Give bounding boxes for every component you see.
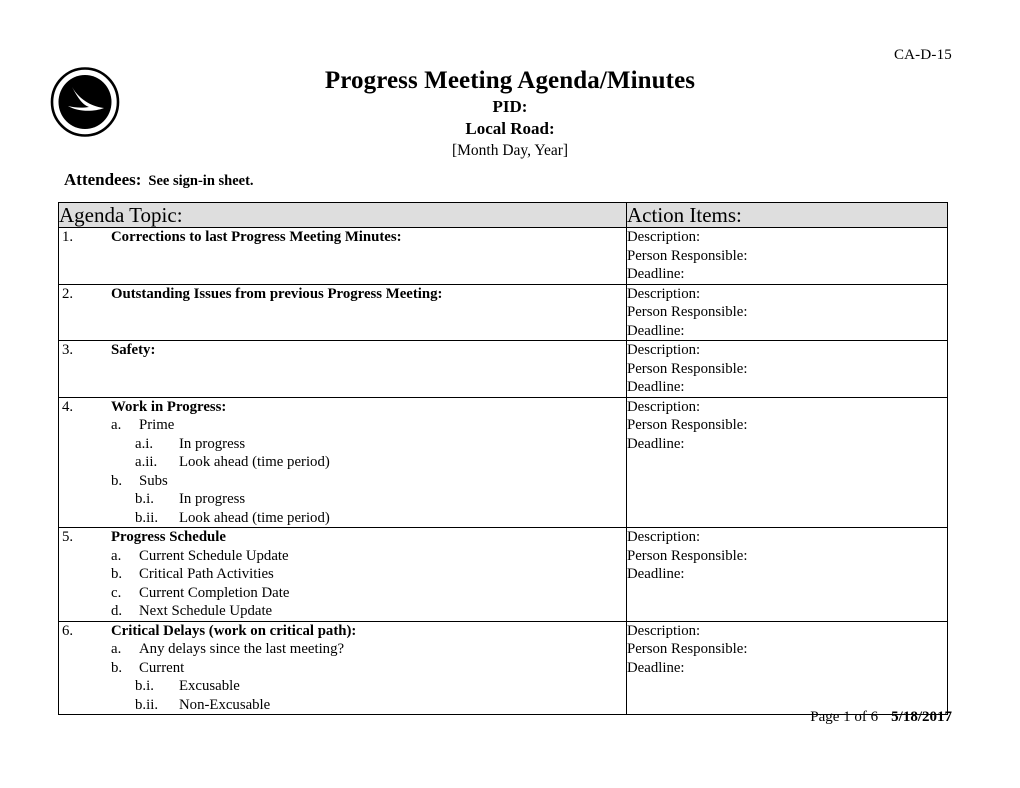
agenda-subitem (59, 490, 626, 509)
subtitle-local-road: Local Road: (465, 119, 555, 138)
subitem-text: In progress (179, 491, 246, 507)
subitem-marker: a. (111, 547, 122, 564)
action-deadline-label: Deadline: (627, 266, 685, 282)
subitem-text: Current (139, 659, 185, 676)
subitem-marker: b.i. (135, 491, 154, 507)
attendees-label: Attendees: (64, 170, 142, 189)
agenda-item-number: 6. (62, 622, 74, 639)
agenda-item-heading (59, 398, 626, 417)
table-row (59, 528, 948, 622)
action-description-label: Description: (627, 229, 701, 245)
action-person-responsible-label: Person Responsible: (627, 304, 748, 320)
agenda-topic-cell-3 (59, 341, 627, 398)
subitem-text: Look ahead (time period) (179, 509, 330, 526)
action-deadline-label: Deadline: (627, 435, 685, 452)
action-person-responsible-label: Person Responsible: (627, 247, 748, 264)
action-items-cell-3 (627, 341, 948, 398)
title-block (140, 66, 880, 162)
table-row (59, 621, 948, 715)
action-deadline-label: Deadline: (627, 379, 685, 395)
agenda-item-heading (59, 622, 626, 641)
column-header-agenda-topic: Agenda Topic: (59, 203, 627, 228)
oval-bird-swoosh-logo-icon (50, 67, 120, 137)
column-header-action-items: Action Items: (627, 203, 948, 228)
subitem-text: Critical Path Activities (139, 566, 274, 582)
subitem-text: Next Schedule Update (139, 603, 273, 619)
agenda-item-number: 1. (62, 229, 74, 245)
agenda-subitem (59, 677, 626, 696)
agenda-subitem (59, 659, 626, 678)
agenda-item-title: Progress Schedule (111, 529, 226, 545)
agenda-item-title: Work in Progress: (111, 398, 227, 415)
page-footer (810, 709, 952, 726)
agenda-topic-cell-4 (59, 397, 627, 528)
agenda-subitem (59, 584, 626, 603)
subitem-marker: b. (111, 472, 123, 489)
subitem-marker: b. (111, 659, 123, 676)
subitem-text: Subs (139, 472, 168, 489)
agenda-item-number: 2. (62, 285, 74, 302)
document-code: CA-D-15 (893, 47, 952, 63)
agenda-subitem (59, 640, 626, 659)
agenda-topic-cell-6 (59, 621, 627, 715)
subtitle-pid: PID: (492, 97, 528, 116)
agenda-item-heading (59, 341, 626, 360)
subitem-marker: a.i. (135, 435, 154, 452)
agenda-subitem (59, 453, 626, 472)
subitem-text: In progress (179, 435, 246, 452)
table-header-row (59, 203, 948, 228)
agenda-item-number: 3. (62, 342, 74, 358)
agenda-subitem (59, 696, 626, 715)
action-description-label: Description: (627, 529, 701, 545)
subitem-marker: a. (111, 417, 122, 433)
agenda-item-title: Corrections to last Progress Meeting Minutes: (111, 229, 402, 245)
agenda-subitem (59, 565, 626, 584)
table-row (59, 228, 948, 285)
action-items-cell-4 (627, 397, 948, 528)
agenda-item-heading (59, 528, 626, 547)
subitem-text: Any delays since the last meeting? (139, 641, 345, 657)
agenda-topic-cell-1 (59, 228, 627, 285)
agenda-topic-cell-5 (59, 528, 627, 622)
subitem-marker: b.ii. (135, 696, 159, 713)
agenda-table (58, 202, 948, 715)
subitem-text: Current Schedule Update (139, 547, 289, 564)
meeting-date-placeholder: [Month Day, Year] (451, 142, 569, 159)
agenda-subitem (59, 602, 626, 621)
subitem-marker: b. (111, 566, 123, 582)
subitem-marker: c. (111, 584, 122, 601)
action-deadline-label: Deadline: (627, 566, 685, 582)
subitem-marker: a. (111, 641, 122, 657)
action-person-responsible-label: Person Responsible: (627, 547, 748, 564)
agenda-item-number: 5. (62, 529, 74, 545)
action-items-cell-1 (627, 228, 948, 285)
action-person-responsible-label: Person Responsible: (627, 360, 748, 377)
subitem-text: Prime (139, 417, 175, 433)
table-row (59, 397, 948, 528)
agenda-item-heading (59, 228, 626, 247)
agenda-item-title: Critical Delays (work on critical path): (111, 622, 357, 639)
subitem-text: Excusable (179, 678, 240, 694)
action-person-responsible-label: Person Responsible: (627, 417, 748, 433)
subitem-marker: d. (111, 603, 123, 619)
agenda-subitem (59, 416, 626, 435)
agenda-item-number: 4. (62, 398, 74, 415)
action-items-cell-6 (627, 621, 948, 715)
subitem-marker: b.i. (135, 678, 154, 694)
attendees-value: See sign-in sheet. (148, 173, 254, 189)
subitem-marker: b.ii. (135, 509, 159, 526)
agenda-subitem (59, 435, 626, 454)
action-deadline-label: Deadline: (627, 659, 685, 676)
footer-date: 5/18/2017 (891, 709, 952, 725)
agenda-subitem (59, 547, 626, 566)
action-description-label: Description: (627, 398, 701, 415)
agenda-item-title: Outstanding Issues from previous Progress Meeting: (111, 285, 443, 302)
agenda-topic-cell-2 (59, 284, 627, 341)
table-row (59, 341, 948, 398)
action-description-label: Description: (627, 342, 701, 358)
action-items-cell-2 (627, 284, 948, 341)
agenda-subitem (59, 472, 626, 491)
agenda-item-title: Safety: (111, 342, 156, 358)
action-deadline-label: Deadline: (627, 322, 685, 339)
action-description-label: Description: (627, 622, 701, 639)
subitem-text: Look ahead (time period) (179, 454, 330, 470)
attendees-line (64, 170, 254, 190)
subitem-text: Current Completion Date (139, 584, 290, 601)
agenda-subitem (59, 509, 626, 528)
agenda-item-heading (59, 285, 626, 304)
table-row (59, 284, 948, 341)
subitem-text: Non-Excusable (179, 696, 271, 713)
action-description-label: Description: (627, 285, 701, 302)
page-title: Progress Meeting Agenda/Minutes (324, 67, 696, 94)
subitem-marker: a.ii. (135, 454, 158, 470)
action-person-responsible-label: Person Responsible: (627, 641, 748, 657)
action-items-cell-5 (627, 528, 948, 622)
page-number: Page 1 of 6 (810, 709, 879, 725)
